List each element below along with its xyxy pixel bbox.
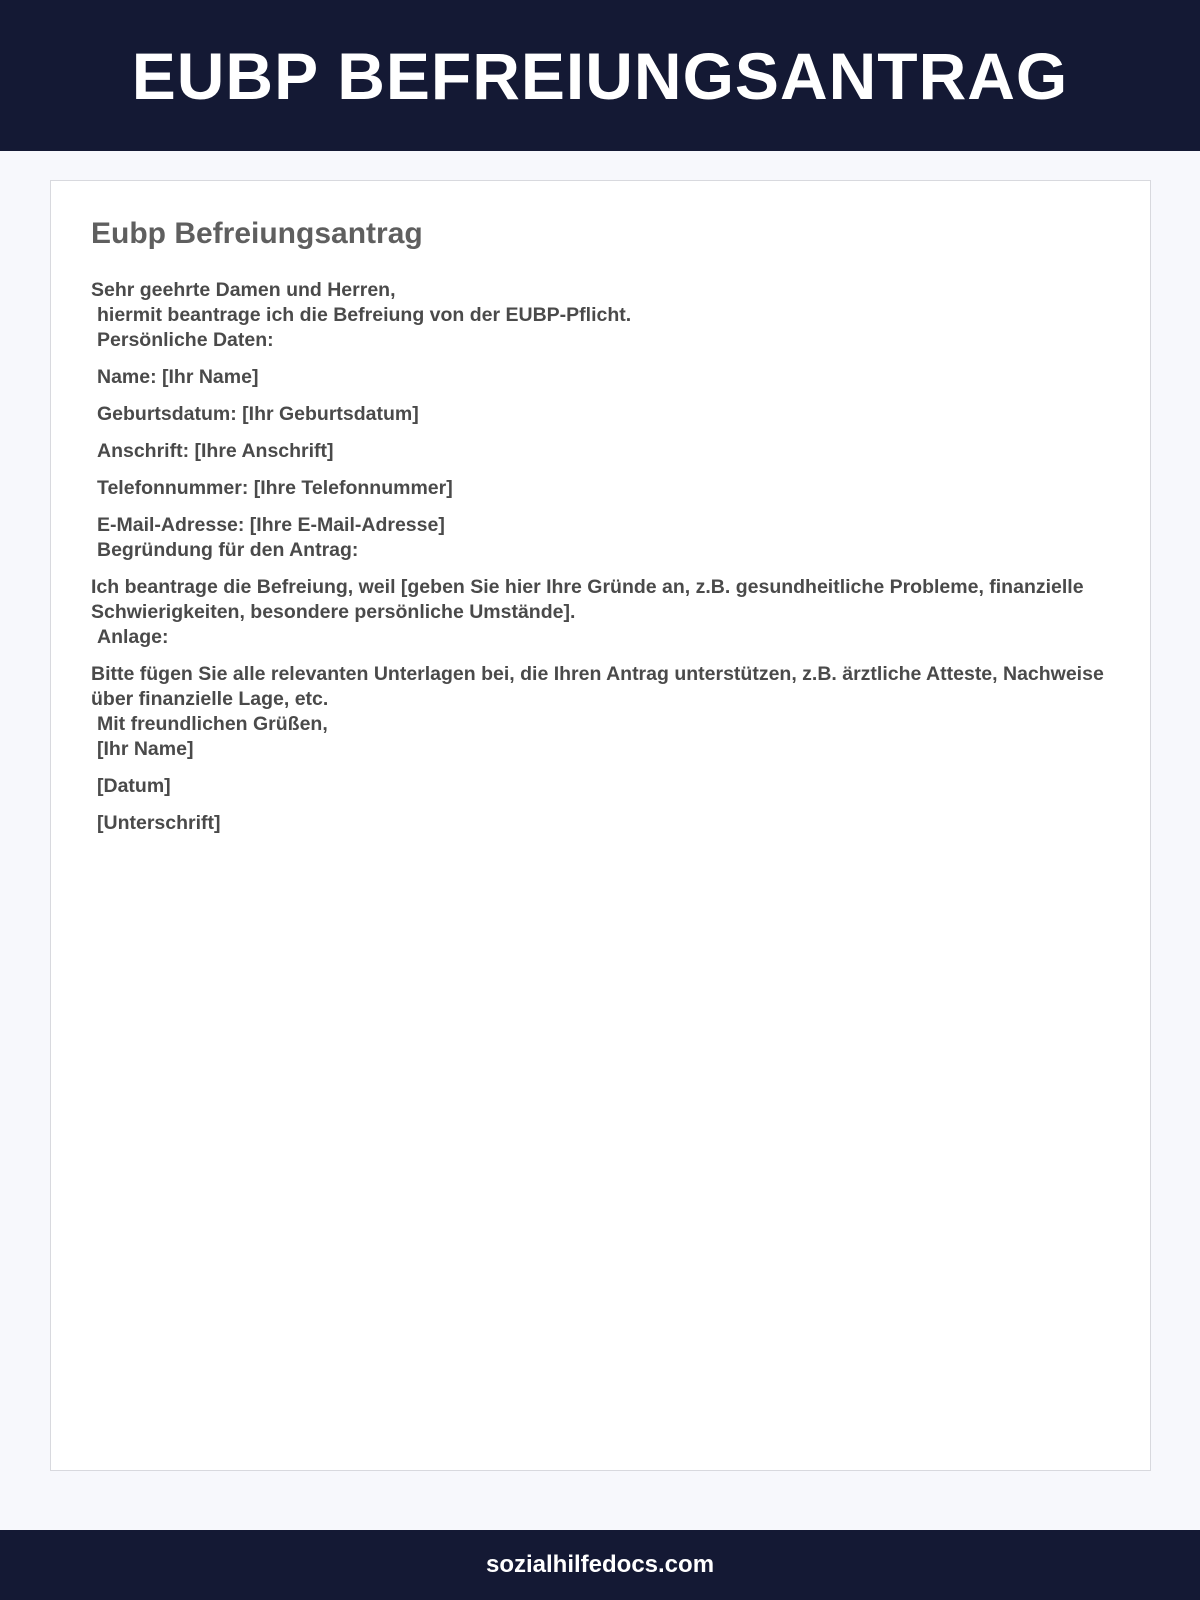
footer-site-link[interactable]: sozialhilfedocs.com: [485, 1551, 715, 1578]
field-phone: Telefonnummer: [Ihre Telefonnummer]: [97, 477, 453, 499]
document-card: [50, 180, 1151, 1471]
document-title: Eubp Befreiungsantrag: [91, 217, 423, 250]
field-email: E-Mail-Adresse: [Ihre E-Mail-Adresse]: [97, 514, 445, 536]
attachment-text: Bitte fügen Sie alle relevanten Unterlagen bei, die Ihren Antrag unterstützen, z.B. ärztliche Atteste, Nachweise über finanzielle Lage, etc.: [91, 663, 1104, 710]
attachment-heading: Anlage:: [97, 626, 169, 648]
signature-line: [Unterschrift]: [97, 812, 221, 834]
intro-text: hiermit beantrage ich die Befreiung von der EUBP-Pflicht.: [97, 304, 632, 326]
salutation: Sehr geehrte Damen und Herren,: [91, 279, 396, 301]
reason-heading: Begründung für den Antrag:: [97, 539, 359, 561]
field-name: Name: [Ihr Name]: [97, 366, 259, 388]
signature-date: [Datum]: [97, 775, 171, 797]
signature-name: [Ihr Name]: [97, 738, 194, 760]
field-birthdate: Geburtsdatum: [Ihr Geburtsdatum]: [97, 403, 419, 425]
header-banner: [0, 0, 1200, 151]
personal-data-heading: Persönliche Daten:: [97, 329, 274, 351]
closing-text: Mit freundlichen Grüßen,: [97, 713, 328, 735]
field-address: Anschrift: [Ihre Anschrift]: [97, 440, 334, 462]
footer-banner: [0, 1530, 1200, 1600]
banner-title: EUBP BEFREIUNGSANTRAG: [131, 38, 1069, 113]
reason-text: Ich beantrage die Befreiung, weil [geben Sie hier Ihre Gründe an, z.B. gesundheitliche Probleme, finanzielle Schwierigkeiten, besondere persönliche Umstände].: [91, 576, 1084, 623]
document-body: [91, 278, 1110, 836]
